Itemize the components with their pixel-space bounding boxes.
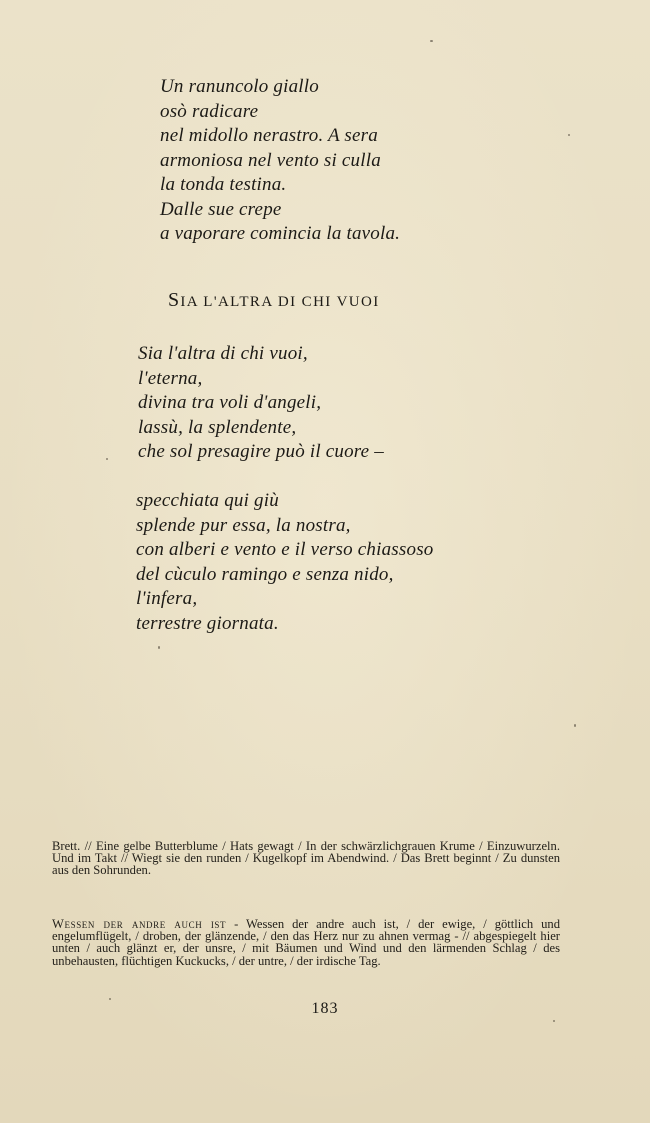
poem-line: specchiata qui giù <box>136 490 279 511</box>
poem-line: l'eterna, <box>138 367 203 389</box>
poem-line: nel midollo nerastro. A sera <box>160 125 378 146</box>
translation-footnote-2 <box>52 918 560 967</box>
poem-line: splende pur essa, la nostra, <box>136 514 351 536</box>
poem-line: lassù, la splendente, <box>138 416 297 438</box>
poem-line: Dalle sue crepe <box>160 198 282 220</box>
translation-title: Wessen der andre auch ist <box>52 917 227 931</box>
poem-line: Un ranuncolo giallo <box>160 76 319 97</box>
poem-line: terrestre giornata. <box>136 612 279 634</box>
poem-title-initial: S <box>168 289 181 311</box>
poem-stanza-1 <box>138 342 384 465</box>
paper-speck <box>553 1020 555 1022</box>
translation-text: - Wessen der andre auch ist, / der ewige, / göttlich und engelumflügelt, / droben, der glänzende, / den das Herz nur zu ahnen vermag - // abgespiegelt hier unten / auch glänzt er, der unsre, / mit Bäumen und Wind und den lärmenden Schlag / des unbehausten, flüchtigen Kuckucks, / der untre, / der irdische Tag. <box>52 917 560 968</box>
poem-line: a vaporare comincia la tavola. <box>160 223 401 244</box>
paper-speck <box>568 134 570 136</box>
poem-title <box>168 289 380 312</box>
page-number: 183 <box>311 1000 339 1017</box>
poem-line: osò radicare <box>160 100 259 122</box>
poem-line: armoniosa nel vento si culla <box>160 149 381 171</box>
translation-footnote-1 <box>52 840 560 877</box>
poem-brett <box>160 75 400 247</box>
poem-line: che sol presagire può il cuore – <box>138 441 384 462</box>
poem-line: la tonda testina. <box>160 174 287 195</box>
paper-speck <box>109 998 111 1000</box>
poem-line: l'infera, <box>136 588 198 609</box>
paper-speck <box>430 40 433 42</box>
translation-text: Brett. // Eine gelbe Butterblume / Hats gewagt / In der schwärzlichgrauen Krume / Einzuwurzeln. Und im Takt // Wiegt sie den runden / Kugelkopf im Abendwind. / Das Brett beginnt / Zu dunsten aus den Sohrunden. <box>52 839 560 878</box>
paper-speck <box>574 724 576 727</box>
poem-line: con alberi e vento e il verso chiassoso <box>136 539 434 560</box>
poem-line: Sia l'altra di chi vuoi, <box>138 343 308 364</box>
poem-line: divina tra voli d'angeli, <box>138 392 322 413</box>
paper-speck <box>158 646 160 649</box>
poem-stanza-2 <box>136 489 434 636</box>
paper-speck <box>106 458 108 460</box>
poem-line: del cùculo ramingo e senza nido, <box>136 563 394 585</box>
poem-title-rest: IA L'ALTRA DI CHI VUOI <box>180 294 380 310</box>
